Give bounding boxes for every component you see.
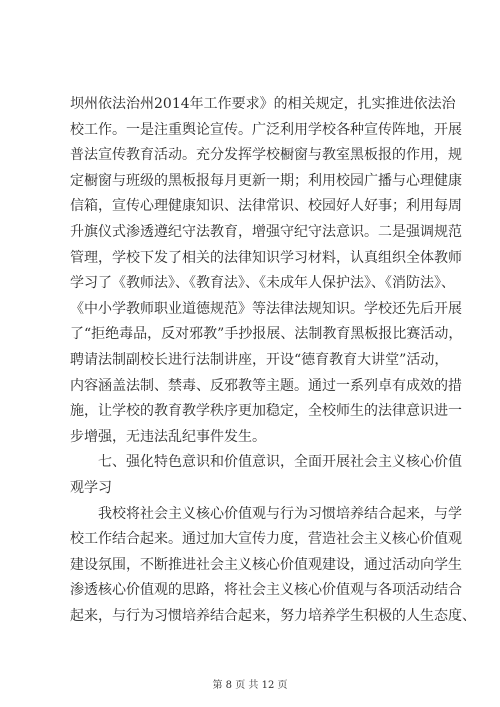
text-line: 了“拒绝毒品，反对邪教”手抄报展、法制教育黑板报比赛活动， <box>70 326 463 343</box>
text-line: 内容涵盖法制、禁毒、反邪教等主题。通过一系列卓有成效的措 <box>70 377 462 394</box>
text-line: 坝州依法治州2014年工作要求》的相关规定，扎实推进依法治 <box>70 96 456 112</box>
document-body <box>70 92 476 629</box>
text-line: 步增强，无违法乱纪事件发生。 <box>70 428 266 445</box>
text-line: 起来，与行为习惯培养结合起来，努力培养学生积极的人生态度、 <box>70 607 476 624</box>
text-line: 建设氛围，不断推进社会主义核心价值观建设，通过活动向学生 <box>70 556 462 573</box>
text-line: 校工作。一是注重舆论宣传。广泛利用学校各种宣传阵地，开展 <box>70 121 462 138</box>
text-line: 聘请法制副校长进行法制讲座，开设“德育教育大讲堂”活动， <box>70 351 449 368</box>
text-line: 升旗仪式渗透遵纪守法教育，增强守纪守法意识。二是强调规范 <box>70 223 462 240</box>
text-line: 学习了《教师法》、《教育法》、《未成年人保护法》、《消防法》、 <box>70 275 455 292</box>
text-line: 施，让学校的教育教学秩序更加稳定，全校师生的法律意识进一 <box>70 403 462 420</box>
text-line: 管理，学校下发了相关的法律知识学习材料，认真组织全体教师 <box>70 249 462 266</box>
page-number-footer: 第 8 页 共 12 页 <box>212 680 288 691</box>
section-heading-line: 观学习 <box>70 479 112 496</box>
text-line: 校工作结合起来。通过加大宣传力度，营造社会主义核心价值观 <box>70 531 462 548</box>
text-line: 《中小学教师职业道德规范》等法律法规知识。学校还先后开展 <box>70 300 462 317</box>
text-line: 信箱，宣传心理健康知识、法律常识、校园好人好事；利用每周 <box>70 198 462 215</box>
section-heading-line: 七、强化特色意识和价值意识，全面开展社会主义核心价值 <box>98 454 462 471</box>
text-line: 普法宣传教育活动。充分发挥学校橱窗与教室黑板报的作用，规 <box>70 147 462 164</box>
text-line: 定橱窗与班级的黑板报每月更新一期；利用校园广播与心理健康 <box>70 172 462 189</box>
text-line: 渗透核心价值观的思路，将社会主义核心价值观与各项活动结合 <box>70 582 462 599</box>
text-line: 我校将社会主义核心价值观与行为习惯培养结合起来，与学 <box>98 505 462 522</box>
